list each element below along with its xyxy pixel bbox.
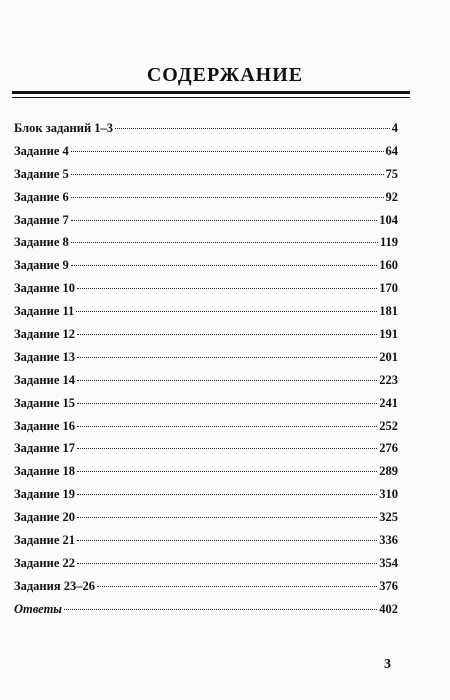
toc-entry-2 — [14, 143, 398, 166]
page-title: СОДЕРЖАНИЕ — [146, 64, 304, 86]
dot-leader — [97, 586, 377, 587]
toc-entry-page: 252 — [379, 418, 398, 433]
toc-entry-3 — [14, 166, 398, 189]
dot-leader — [77, 288, 377, 289]
toc-entry-page: 170 — [379, 281, 398, 296]
toc-entry-18 — [14, 509, 398, 532]
dot-leader — [77, 403, 377, 404]
dot-leader — [71, 265, 378, 266]
toc-entry-9 — [14, 303, 398, 326]
toc-entry-page: 4 — [391, 121, 398, 135]
title-rule-thick — [12, 91, 410, 94]
toc-entry-label: Задание 6 — [14, 189, 69, 204]
dot-leader — [77, 357, 377, 358]
toc-entry-11 — [14, 349, 398, 372]
page-number: 3 — [384, 657, 391, 672]
toc-entry-label: Задание 7 — [14, 212, 69, 227]
toc-entry-label: Задание 20 — [14, 510, 75, 525]
toc-entry-page: 104 — [379, 212, 398, 227]
toc-entry-answers — [14, 601, 398, 624]
toc-entry-page: 191 — [379, 327, 398, 342]
toc-entry-page: 402 — [379, 601, 398, 616]
toc-entry-label: Задание 17 — [14, 441, 75, 456]
toc-entry-21 — [14, 578, 398, 601]
toc-entry-label: Блок заданий 1–3 — [14, 121, 114, 135]
toc-entry-page: 376 — [379, 578, 398, 593]
toc-entry-page: 119 — [379, 235, 398, 250]
dot-leader — [71, 151, 384, 152]
toc-entry-label: Задание 13 — [14, 349, 75, 364]
toc-entry-10 — [14, 326, 398, 349]
toc-entry-label: Задание 21 — [14, 533, 75, 548]
dot-leader — [77, 334, 377, 335]
dot-leader — [71, 197, 384, 198]
toc-entry-label: Задание 12 — [14, 327, 75, 342]
toc-entry-14 — [14, 418, 398, 441]
dot-leader — [76, 311, 377, 312]
dot-leader — [77, 517, 377, 518]
toc-entry-label: Задание 5 — [14, 166, 69, 181]
toc-entry-7 — [14, 257, 398, 280]
toc-entry-label: Ответы — [14, 601, 62, 616]
toc-entry-label: Задание 19 — [14, 487, 75, 502]
title-rule-thin — [12, 97, 410, 98]
toc-entry-4 — [14, 189, 398, 212]
toc-entry-label: Задание 14 — [14, 372, 75, 387]
toc-entry-label: Задание 15 — [14, 395, 75, 410]
toc-entry-page: 160 — [379, 258, 398, 273]
dot-leader — [77, 540, 377, 541]
toc-entry-13 — [14, 395, 398, 418]
toc-entry-16 — [14, 463, 398, 486]
dot-leader — [77, 380, 377, 381]
toc-entry-label: Задание 16 — [14, 418, 75, 433]
dot-leader — [64, 609, 377, 610]
toc-entry-page: 276 — [379, 441, 398, 456]
toc-entry-page: 310 — [379, 487, 398, 502]
toc-entry-page: 92 — [385, 189, 398, 204]
toc-entry-8 — [14, 280, 398, 303]
dot-leader — [71, 174, 384, 175]
dot-leader — [77, 563, 377, 564]
toc-entry-page: 181 — [379, 304, 398, 319]
toc-entry-6 — [14, 234, 398, 257]
toc-entry-page: 354 — [379, 555, 398, 570]
toc-entry-label: Задание 18 — [14, 464, 75, 479]
toc-entry-label: Задание 11 — [14, 304, 75, 319]
toc-entry-12 — [14, 372, 398, 395]
dot-leader — [77, 448, 377, 449]
toc-entry-page: 336 — [379, 533, 398, 548]
toc-entry-15 — [14, 440, 398, 463]
toc-entry-page: 241 — [379, 395, 398, 410]
toc-entry-page: 223 — [379, 372, 398, 387]
dot-leader — [77, 471, 377, 472]
dot-leader — [71, 220, 378, 221]
table-of-contents — [14, 120, 398, 624]
toc-entry-page: 201 — [379, 349, 398, 364]
toc-entry-label: Задание 9 — [14, 258, 69, 273]
toc-entry-17 — [14, 486, 398, 509]
toc-entry-page: 289 — [379, 464, 398, 479]
toc-entry-label: Задание 22 — [14, 555, 75, 570]
toc-entry-page: 64 — [385, 143, 398, 158]
toc-entry-20 — [14, 555, 398, 578]
dot-leader — [71, 242, 378, 243]
toc-entry-label: Задание 8 — [14, 235, 69, 250]
toc-entry-page: 75 — [385, 166, 398, 181]
dot-leader — [115, 128, 390, 129]
toc-entry-label: Задания 23–26 — [14, 578, 95, 593]
toc-entry-label: Задание 4 — [14, 143, 69, 158]
dot-leader — [77, 494, 377, 495]
toc-entry-1 — [14, 120, 398, 143]
dot-leader — [77, 426, 377, 427]
toc-entry-page: 325 — [379, 510, 398, 525]
toc-entry-label: Задание 10 — [14, 281, 75, 296]
toc-entry-19 — [14, 532, 398, 555]
toc-entry-5 — [14, 212, 398, 235]
